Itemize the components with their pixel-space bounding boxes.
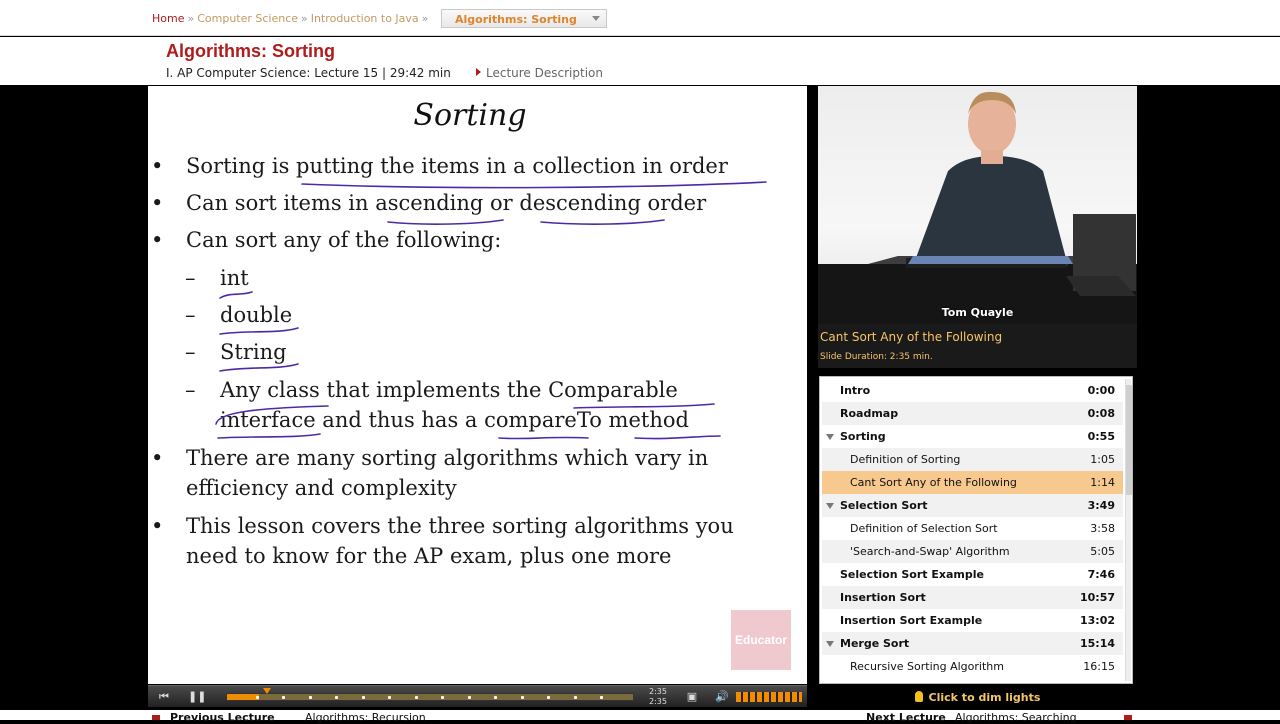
bullet-text: This lesson covers the three sorting algorithms you	[186, 514, 734, 538]
fullscreen-icon[interactable]: ▣	[686, 690, 698, 703]
chapter-marker[interactable]	[256, 696, 259, 699]
breadcrumb-separator: »	[187, 12, 195, 25]
outline-section-row[interactable]	[822, 494, 1123, 517]
outline-row-label: Insertion Sort	[840, 591, 926, 604]
outline-row-label: Roadmap	[840, 407, 899, 420]
slide-subitem	[185, 340, 287, 364]
outline-slide-row[interactable]	[822, 517, 1123, 540]
slide-bullet	[151, 191, 707, 215]
breadcrumb-home-link[interactable]: Home	[152, 12, 185, 25]
dash-marker: –	[185, 340, 196, 364]
bullet-marker: •	[151, 191, 164, 215]
outline-section-row[interactable]	[822, 563, 1123, 586]
outline-section-row[interactable]	[822, 586, 1123, 609]
chapter-marker[interactable]	[415, 696, 418, 699]
lightbulb-icon	[915, 691, 923, 702]
collapse-triangle-icon[interactable]	[826, 641, 834, 647]
dim-lights-button[interactable]	[818, 686, 1137, 706]
slide-subitem	[185, 378, 678, 402]
slide-subitem-continued: interface and thus has a compareTo method	[220, 408, 689, 432]
outline-row-label: Definition of Selection Sort	[850, 522, 998, 535]
next-lecture-link[interactable]: Next Lecture	[866, 711, 946, 724]
slide-subitem	[185, 303, 293, 327]
dim-lights-label: Click to dim lights	[928, 691, 1041, 704]
breadcrumb-link-introduction-to-java[interactable]: Introduction to Java	[310, 12, 419, 25]
presenter-name: Tom Quayle	[941, 306, 1014, 319]
outline-row-label: Selection Sort	[840, 499, 928, 512]
outline-slide-row[interactable]	[822, 655, 1123, 678]
subitem-text: int	[220, 266, 249, 290]
outline-section-row[interactable]	[822, 379, 1123, 402]
bullet-marker: •	[151, 228, 164, 252]
subitem-text: String	[220, 340, 287, 364]
educator-watermark-logo	[731, 610, 791, 670]
bullet-marker: •	[151, 446, 164, 470]
outline-section-row[interactable]	[822, 609, 1123, 632]
chapter-marker[interactable]	[494, 696, 497, 699]
bullet-text: Sorting is putting the items in a collection in order	[186, 154, 728, 178]
chevron-down-icon	[592, 16, 600, 21]
outline-row-time: 0:55	[1087, 430, 1115, 443]
outline-row-label: Selection Sort Example	[840, 568, 984, 581]
outline-slide-row[interactable]	[822, 471, 1123, 494]
slide-bullet	[151, 228, 502, 252]
outline-row-time: 5:05	[1090, 545, 1115, 558]
scrollbar-thumb[interactable]	[1126, 385, 1132, 495]
outline-slide-row[interactable]	[822, 448, 1123, 471]
collapse-triangle-icon[interactable]	[826, 434, 834, 440]
lecture-description-label: Lecture Description	[486, 66, 603, 80]
slide-bullet-continued: need to know for the AP exam, plus one more	[186, 544, 672, 568]
page-title: Algorithms: Sorting	[166, 41, 335, 61]
lecture-navigation	[0, 710, 1280, 724]
outline-section-row[interactable]	[822, 632, 1123, 655]
chapter-marker[interactable]	[388, 696, 391, 699]
outline-row-time: 7:46	[1087, 568, 1115, 581]
watermark-text: Educator	[734, 633, 787, 647]
dash-marker: –	[185, 266, 196, 290]
outline-row-label: Recursive Sorting Algorithm	[850, 660, 1004, 673]
slide-bullet-continued: efficiency and complexity	[186, 476, 457, 500]
next-arrow-icon[interactable]	[1124, 715, 1132, 720]
lecture-header	[0, 37, 1280, 85]
breadcrumb-separator: »	[421, 12, 429, 25]
lecture-subtitle: I. AP Computer Science: Lecture 15 | 29:42 min	[166, 66, 451, 80]
outline-row-label: Cant Sort Any of the Following	[850, 476, 1017, 489]
lecture-description-link[interactable]	[476, 66, 603, 80]
slide-content	[148, 86, 807, 684]
breadcrumb-link-computer-science[interactable]: Computer Science	[197, 12, 299, 25]
outline-row-time: 0:08	[1087, 407, 1115, 420]
volume-icon[interactable]: 🔊	[715, 690, 729, 703]
breadcrumb-bar	[0, 0, 1280, 36]
outline-row-time: 1:14	[1090, 476, 1115, 489]
collapse-triangle-icon[interactable]	[826, 503, 834, 509]
outline-row-time: 10:57	[1079, 591, 1115, 604]
outline-row-time: 16:15	[1083, 660, 1115, 673]
slide-bullet	[151, 154, 728, 178]
lecture-dropdown[interactable]	[441, 9, 607, 28]
outline-row-label: Insertion Sort Example	[840, 614, 983, 627]
chapter-marker[interactable]	[547, 696, 550, 699]
chapter-marker[interactable]	[362, 696, 365, 699]
chapter-marker[interactable]	[468, 696, 471, 699]
skip-back-button[interactable]: ⏮	[159, 690, 169, 703]
next-lecture-title[interactable]: Algorithms: Searching	[955, 711, 1077, 724]
outline-row-time: 13:02	[1079, 614, 1115, 627]
bullet-marker: •	[151, 514, 164, 538]
outline-row-time: 1:05	[1090, 453, 1115, 466]
outline-row-label: Merge Sort	[840, 637, 910, 650]
presenter-image	[818, 86, 1137, 324]
previous-arrow-icon[interactable]	[152, 715, 160, 720]
subitem-text: Any class that implements the Comparable	[220, 378, 678, 402]
outline-scrollbar[interactable]	[1125, 379, 1131, 681]
player-controls	[148, 685, 807, 707]
outline-row-label: Intro	[840, 384, 871, 397]
slide-subitem	[185, 266, 249, 290]
pause-button[interactable]: ❚❚	[188, 690, 207, 703]
current-slide-name: Cant Sort Any of the Following	[820, 330, 1003, 344]
seek-bar-progress	[227, 694, 259, 700]
current-time: 2:35	[649, 687, 667, 696]
expand-arrow-icon	[476, 68, 481, 76]
chapter-marker[interactable]	[574, 696, 577, 699]
breadcrumb-separator: »	[301, 12, 308, 25]
presenter-video[interactable]	[818, 86, 1137, 324]
outline-slide-row[interactable]	[822, 540, 1123, 563]
slide-title: Sorting	[413, 98, 527, 133]
seek-bar[interactable]	[226, 693, 634, 701]
chapter-marker[interactable]	[521, 696, 524, 699]
outline-row-label: Sorting	[840, 430, 886, 443]
previous-lecture-title[interactable]: Algorithms: Recursion	[305, 711, 426, 724]
outline-row-time: 3:58	[1090, 522, 1115, 535]
slide-bullet	[151, 514, 734, 538]
time-display	[649, 687, 667, 707]
breadcrumb	[152, 12, 431, 25]
subitem-text: double	[220, 303, 293, 327]
chapter-marker[interactable]	[309, 696, 312, 699]
bullet-text: There are many sorting algorithms which vary in	[186, 446, 709, 470]
dash-marker: –	[185, 303, 196, 327]
total-time: 2:35	[649, 697, 667, 706]
slide-bullet	[151, 446, 709, 470]
chapter-marker[interactable]	[335, 696, 338, 699]
chapter-marker[interactable]	[282, 696, 285, 699]
chapter-marker[interactable]	[441, 696, 444, 699]
outline-row-label: 'Search-and-Swap' Algorithm	[850, 545, 1010, 558]
outline-row-time: 3:49	[1087, 499, 1115, 512]
slide-info	[818, 324, 1137, 368]
outline-section-row[interactable]	[822, 402, 1123, 425]
outline-row-time: 15:14	[1079, 637, 1115, 650]
dash-marker: –	[185, 378, 196, 402]
outline-section-row[interactable]	[822, 425, 1123, 448]
previous-lecture-link[interactable]: Previous Lecture	[170, 711, 275, 724]
bullet-text: Can sort any of the following:	[186, 228, 502, 252]
volume-slider[interactable]	[736, 692, 802, 702]
outline-row-time: 0:00	[1087, 384, 1115, 397]
slide-duration: Slide Duration: 2:35 min.	[820, 352, 933, 362]
lecture-dropdown-label: Algorithms: Sorting	[455, 13, 577, 26]
outline-row-label: Definition of Sorting	[850, 453, 961, 466]
lecture-outline	[819, 376, 1133, 684]
bullet-text: Can sort items in ascending or descending order	[186, 191, 707, 215]
bullet-marker: •	[151, 154, 164, 178]
chapter-marker[interactable]	[600, 696, 603, 699]
seek-knob[interactable]	[263, 688, 271, 694]
